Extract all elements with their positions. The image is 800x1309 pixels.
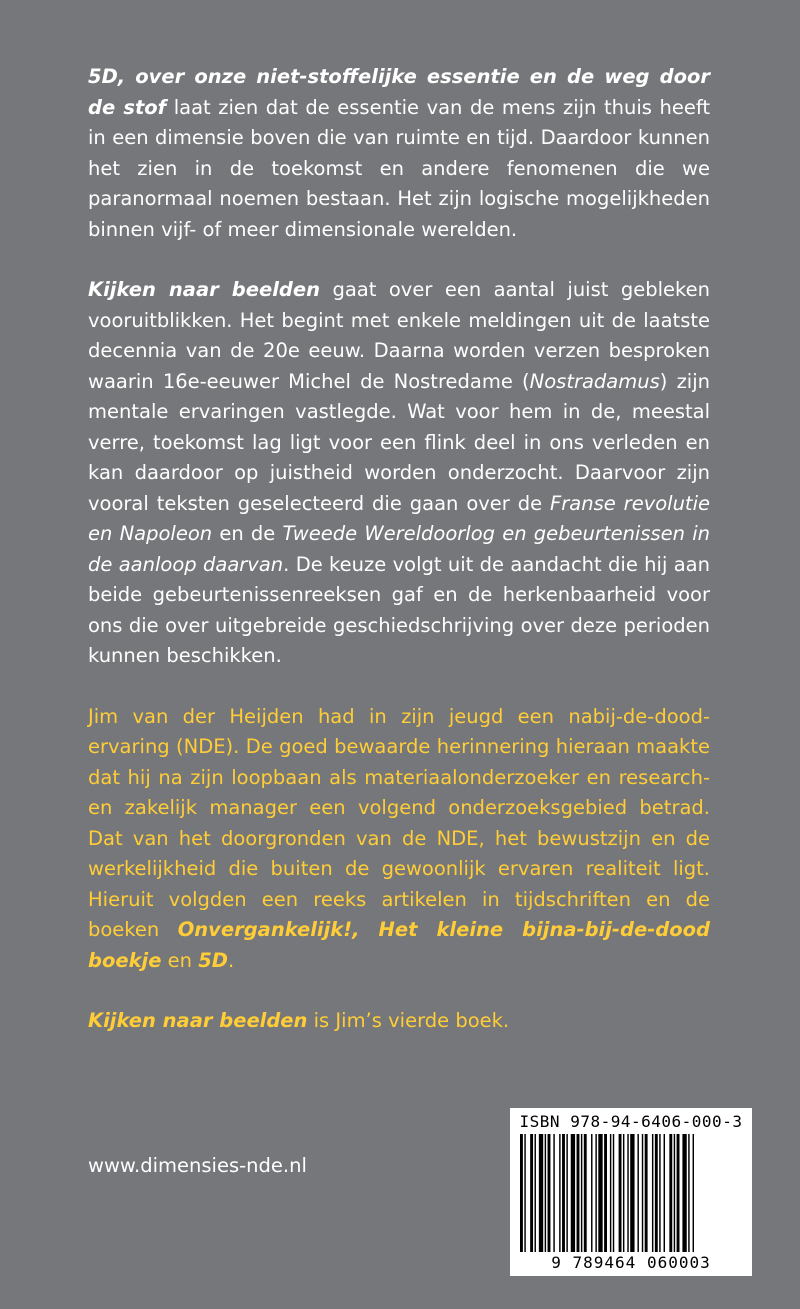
author-bio-paragraph xyxy=(88,702,710,977)
barcode-bar xyxy=(693,1134,694,1252)
nostradamus-name: Nostradamus xyxy=(529,369,660,393)
barcode-bar xyxy=(659,1134,660,1252)
website-url[interactable]: www.dimensies-nde.nl xyxy=(88,1154,307,1177)
description-text-3: en de xyxy=(212,522,283,545)
barcode-bar xyxy=(619,1134,622,1252)
barcode-bar xyxy=(664,1134,665,1252)
barcode-bar xyxy=(688,1134,689,1252)
barcode-bar xyxy=(677,1134,680,1252)
barcode-bar xyxy=(591,1134,592,1252)
isbn-label: ISBN 978-94-6406-000-3 xyxy=(519,1112,743,1131)
barcode-bar xyxy=(562,1134,565,1252)
author-bio-text-3: . xyxy=(228,948,235,972)
barcode-bar xyxy=(613,1134,614,1252)
barcode-bar xyxy=(581,1134,582,1252)
topic-french-revolution: Franse revolutie en Napoleon xyxy=(88,491,710,545)
isbn-digits: 9 789464 060003 xyxy=(551,1253,711,1272)
barcode-bar xyxy=(535,1134,536,1252)
book-title-kijken-2: Kijken naar beelden xyxy=(88,1009,308,1032)
barcode-bar xyxy=(530,1134,533,1252)
book-title-5d: 5D, over onze niet-stoffelijke essentie en de weg door de stof xyxy=(88,65,710,119)
fourth-book-text: is Jim’s vierde boek. xyxy=(307,1009,510,1032)
barcode-bar xyxy=(642,1134,643,1252)
barcode-bar xyxy=(524,1134,525,1252)
barcode-bar xyxy=(595,1134,596,1252)
barcode-bar xyxy=(652,1134,653,1252)
barcode-bar xyxy=(637,1134,638,1252)
topic-ww2: Tweede Wereldoorlog en gebeurtenissen in de aanloop daarvan xyxy=(88,522,711,576)
barcode-bar xyxy=(559,1134,560,1252)
intro-paragraph xyxy=(88,62,710,245)
barcode-bar xyxy=(669,1134,672,1252)
barcode-bar xyxy=(539,1134,543,1252)
barcode-bar xyxy=(627,1134,628,1252)
author-bio-text-1: Jim van der Heijden had in zijn jeugd een nabij-de-dood-ervaring (NDE). De goed bewaarde herinnering hieraan maakte dat hij na zijn loopbaan als materiaalonderzoeker en research- en zakelijk manager een volgend onderzoeksgebied betrad. Dat van het doorgronden van de NDE, het bewustzijn en de werkelijkheid die buiten de gewoonlijk ervaren realiteit ligt. Hieruit volgden een reeks artikelen in tijdschriften en de boeken xyxy=(88,704,710,941)
barcode-bar xyxy=(566,1134,567,1252)
author-bio-text-2: en xyxy=(161,948,199,972)
barcode-bars xyxy=(518,1134,744,1254)
description-paragraph xyxy=(88,275,710,672)
intro-text: laat zien dat de essentie van de mens zijn thuis heeft in een dimensie boven die van ruimte en tijd. Daardoor kunnen het zien in de toekomst en andere fenomenen die we paranormaal noemen bestaan. Het zijn logische mogelijkheden binnen vijf- of meer dimensionale werelden. xyxy=(88,95,710,241)
barcode-bar xyxy=(553,1134,554,1252)
barcode-bar xyxy=(598,1134,602,1252)
previous-book-5d: 5D xyxy=(198,948,228,972)
barcode-bar xyxy=(545,1134,546,1252)
barcode-bar xyxy=(577,1134,580,1252)
barcode-bar xyxy=(520,1134,523,1252)
description-text-2: ) zijn mentale ervaringen vastlegde. Wat voor hem in de, meestal verre, toekomst lag ligt voor een flink deel in ons verleden en kan daardoor op juistheid worden onderzocht. Daarvoor zijn vooral teksten geselecteerd die gaan over de xyxy=(88,369,710,515)
barcode-bar xyxy=(682,1134,686,1252)
barcode-bar xyxy=(571,1134,575,1252)
isbn-barcode xyxy=(510,1108,752,1276)
barcode-bar xyxy=(674,1134,675,1252)
fourth-book-line xyxy=(88,1006,710,1037)
back-cover-text xyxy=(88,62,710,1067)
book-title-kijken: Kijken naar beelden xyxy=(88,278,320,301)
barcode-bar xyxy=(645,1134,648,1252)
barcode-bar xyxy=(623,1134,624,1252)
barcode-bar xyxy=(655,1134,658,1252)
previous-books-titles: Onvergankelijk!, Het kleine bijna-bij-de-dood boekje xyxy=(88,918,710,972)
description-text-4: . De keuze volgt uit de aandacht die hij aan beide gebeurtenissenreeksen gaf en de herkenbaarheid voor ons die over uitgebreide geschiedschrijving over deze perioden kunnen beschikken. xyxy=(88,552,710,667)
barcode-bar xyxy=(604,1134,607,1252)
description-text-1: gaat over een aantal juist gebleken vooruitblikken. Het begint met enkele meldingen uit de laatste decennia van de 20e eeuw. Daarna worden verzen besproken waarin 16e-eeuwer Michel de Nostredame ( xyxy=(88,278,711,393)
barcode-bar xyxy=(630,1134,634,1252)
barcode-bar xyxy=(610,1134,611,1252)
barcode-bar xyxy=(584,1134,587,1252)
barcode-bar xyxy=(548,1134,551,1252)
